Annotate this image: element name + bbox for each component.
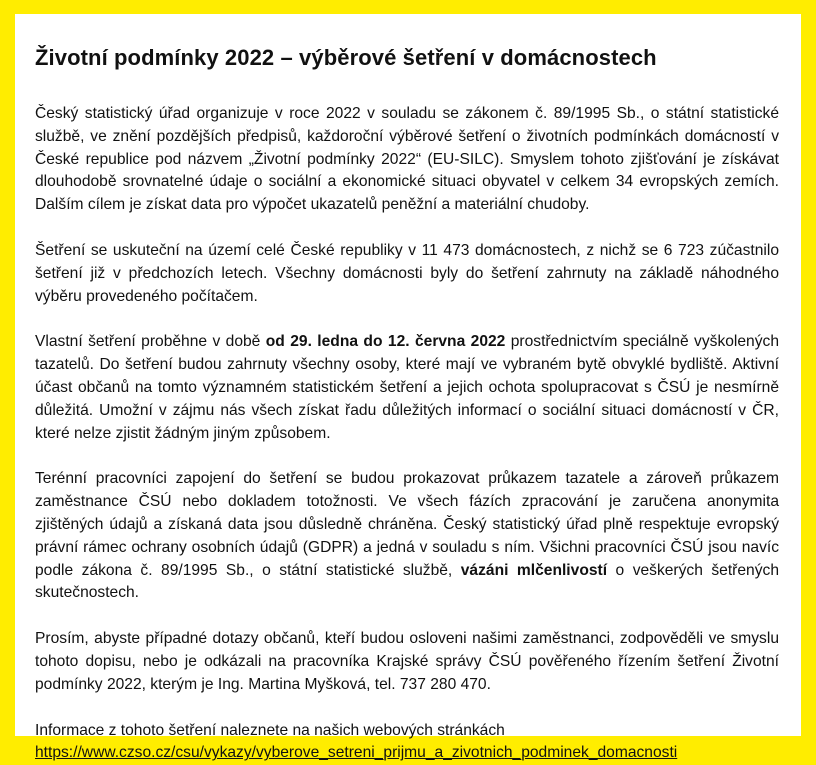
confidentiality-text-after: o veškerých šetřených skutečnostech. bbox=[35, 561, 779, 602]
confidentiality-bold: vázáni mlčenlivostí bbox=[460, 561, 608, 579]
schedule-dates: od 29. ledna do 12. června 2022 bbox=[265, 333, 506, 351]
survey-webpage-link[interactable]: https://www.czso.cz/csu/vykazy/vyberove_setreni_prijmu_a_zivotnich_podminek_domacnosti bbox=[35, 744, 678, 762]
paragraph-confidentiality bbox=[35, 468, 779, 605]
paragraph-schedule bbox=[35, 331, 779, 445]
confidentiality-text-before: Terénní pracovníci zapojení do šetření se budou prokazovat průkazem tazatele a zároveň průkazem zaměstnance ČSÚ nebo dokladem totožnosti. Ve všech fázích zpracování je zaručena anonymita zjištěných údajů a získaná data jsou důsledně chráněna. Český statistický úřad plně respektuje evropský právní rámec ochrany osobních údajů (GDPR) a jedná v souladu s ním. Všichni pracovníci ČSÚ jsou navíc podle zákona č. 89/1995 Sb., o státní statistické službě, bbox=[35, 470, 779, 579]
footer-info bbox=[35, 720, 779, 765]
schedule-text-after: prostřednictvím speciálně vyškolených tazatelů. Do šetření budou zahrnuty všechny osoby, které mají ve vybraném bytě obvyklé bydliště. Aktivní účast občanů na tomto významném statistickém šetření a jejich ochota spolupracovat s ČSÚ je nesmírně důležitá. Umožní v zájmu nás všech získat řadu důležitých informací o sociální situaci domácností v ČR, které nelze zjistit žádným jiným způsobem. bbox=[35, 333, 779, 442]
paragraph-scope: Šetření se uskuteční na území celé České republiky v 11 473 domácnostech, z nichž se 6 723 zúčastnilo šetření již v předchozích letech. Všechny domácnosti byly do šetření zahrnuty na základě náhodného výběru provedeného počítačem. bbox=[35, 241, 779, 305]
footer-info-text: Informace z tohoto šetření naleznete na našich webových stránkách bbox=[35, 721, 505, 739]
document-sheet bbox=[15, 14, 801, 762]
paragraph-contact: Prosím, abyste případné dotazy občanů, kteří budou osloveni našimi zaměstnanci, zodpověděli ve smyslu tohoto dopisu, nebo je odkázali na pracovníka Krajské správy ČSÚ pověřeného řízením šetření Životní podmínky 2022, kterým je Ing. Martina Myšková, tel. 737 280 470. bbox=[35, 630, 779, 693]
paragraph-intro: Český statistický úřad organizuje v roce 2022 v souladu se zákonem č. 89/1995 Sb., o státní statistické službě, ve znění pozdějších předpisů, každoroční výběrové šetření o životních podmínkách domácností v České republice pod názvem „Životní podmínky 2022“ (EU-SILC). Smyslem tohoto zjišťování je získávat dlouhodobě srovnatelné údaje o sociální a ekonomické situaci obyvatel v celkem 34 evropských zemích. Dalším cílem je získat data pro výpočet ukazatelů peněžní a materiální chudoby. bbox=[35, 105, 779, 214]
schedule-text-before: Vlastní šetření proběhne v době bbox=[35, 333, 266, 351]
document-title: Životní podmínky 2022 – výběrové šetření v domácnostech bbox=[35, 45, 657, 70]
